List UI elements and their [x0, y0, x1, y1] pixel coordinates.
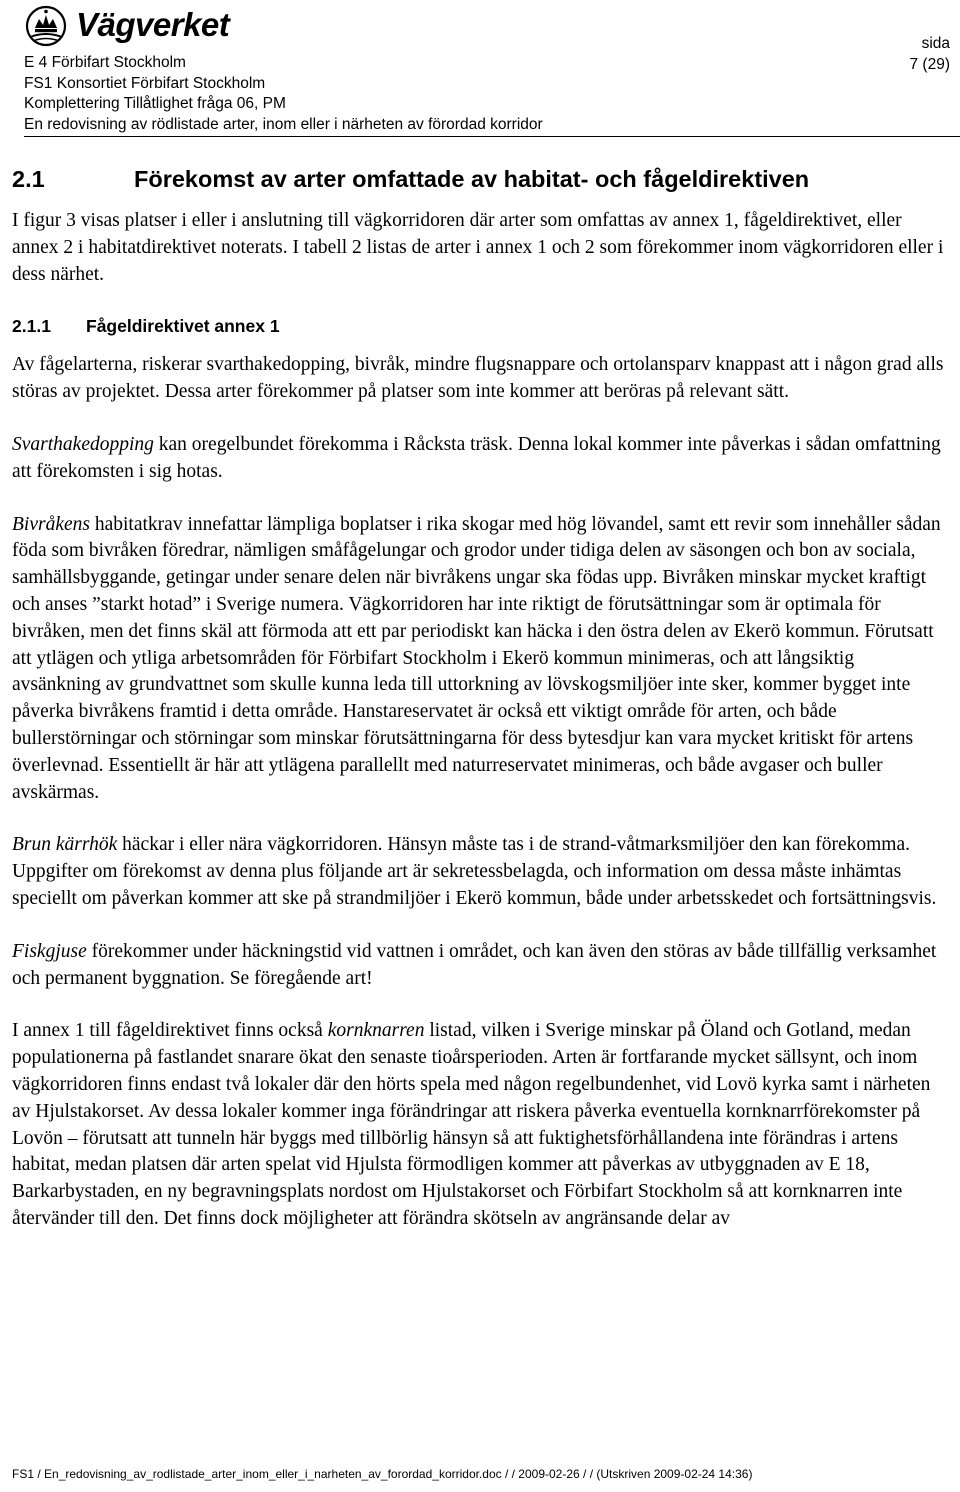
header-info: [24, 53, 543, 135]
species-name: Bivråkens: [12, 513, 90, 535]
paragraph-text: I annex 1 till fågeldirektivet finns också: [12, 1020, 328, 1042]
subsection-number: 2.1.1: [12, 316, 51, 337]
paragraph-text: förekommer under häckningstid vid vattnen i området, och kan även den störas av både tillfällig verksamhet och permanent byggnation. Se föregående art!: [12, 940, 937, 989]
brand-name: Vägverket: [76, 6, 230, 43]
species-name: Fiskgjuse: [12, 940, 87, 962]
paragraph-text: häckar i eller nära vägkorridoren. Hänsyn måste tas i de strand-våtmarksmiljöer den kan förekomma. Uppgifter om förekomst av denna plus följande art är sekretessbelagda, och information om dessa måste inhämtas speciellt om påverkan kommer att ske på strandmiljöer i Ekerö kommun, både under arbetsskedet och fortsättningsvis.: [12, 834, 937, 909]
consortium-name: FS1 Konsortiet Förbifart Stockholm: [24, 74, 266, 92]
paragraph-4: [12, 832, 944, 912]
document-type: Komplettering Tillåtlighet fråga 06, PM: [24, 95, 286, 112]
header-divider: [24, 136, 960, 137]
subsection-title: Fågeldirektivet annex 1: [86, 316, 280, 337]
vagverket-logo: [24, 2, 244, 50]
paragraph-6: [12, 1018, 944, 1232]
section-number: 2.1: [12, 166, 45, 192]
paragraph-2: [12, 432, 944, 486]
section-intro: I figur 3 visas platser i eller i anslutning till vägkorridoren där arter som omfattas av annex 1, fågeldirektivet, eller annex 2 i habitatdirektivet noterats. I tabell 2 listas de arter i annex 1 och 2 som förekommer inom vägkorridoren eller i dess närhet.: [12, 210, 944, 285]
section-heading: [12, 164, 944, 194]
project-name: E 4 Förbifart Stockholm: [24, 54, 186, 71]
paragraph-1: Av fågelarterna, riskerar svarthakedopping, bivråk, mindre flugsnappare och ortolansparv knappast att i någon grad alls störas av projektet. Dessa arter förekommer på platser som inte kommer att beröras på relevant sätt.: [12, 354, 944, 403]
subsection-heading: [12, 314, 944, 338]
page-label: sida: [921, 35, 950, 52]
species-name: Brun kärrhök: [12, 834, 118, 856]
crown-emblem-icon: [24, 4, 68, 48]
paragraph-5: [12, 939, 944, 993]
document-subject: En redovisning av rödlistade arter, inom eller i närheten av förordad korridor: [24, 115, 543, 133]
paragraph-text: kan oregelbundet förekomma i Råcksta träsk. Denna lokal kommer inte påverkas i sådan omfattning att förekomsten i sig hotas.: [12, 433, 941, 482]
species-name: Svarthakedopping: [12, 433, 154, 455]
page-indicator: [910, 34, 951, 75]
page-number: 7 (29): [909, 55, 950, 73]
document-body: [12, 164, 944, 1259]
document-footer: FS1 / En_redovisning_av_rodlistade_arter_inom_eller_i_narheten_av_forordad_korridor.doc / / 2009-02-26 / / (Utskriven 2009-02-24 14:36): [12, 1467, 753, 1481]
paragraph-text: habitatkrav innefattar lämpliga boplatser i rika skogar med hög lövandel, samt ett revir som innehåller sådan föda som bivråken föredrar, nämligen småfågelungar och grodor under tidiga delen av säsongen och bon av sociala, samhällsbyggande, getingar under senare delen när bivråkens ungar ska födas upp. Bivråken minskar mycket kraftigt och anses ”starkt hotad” i Sverige numera. Vägkorridoren har inte riktigt de förutsättningar som är optimala för bivråken, men det finns skäl att förmoda att ett par periodiskt kan häcka i den östra delen av Ekerö kommun. Förutsatt att ytlägen och ytliga arbetsområden för Förbifart Stockholm i Ekerö kommun minimeras, och att långsiktig avsänkning av grundvattnet som skulle kunna leda till uttorkning av lövskogsmiljöer inte sker, kommer bygget inte påverka bivråkens framtid i detta område. Hanstareservatet är också ett viktigt område för arten, och både bullerstörningar och störningar som minskar förutsättningarna för dess bytesdjur kan vara mycket kritiskt för artens överlevnad. Essentiellt är här att ytlägena parallellt med naturreservatet minimeras, och både avgaser och buller avskärmas.: [12, 513, 941, 803]
paragraph-text: listad, vilken i Sverige minskar på Öland och Gotland, medan populationerna på fastlandet snarare ökat den senaste tioårsperioden. Arten är fortfarande mycket sällsynt, och inom vägkorridoren finns endast två lokaler där den hörts spela med någon regelbundenhet, vid Lovö kyrka samt i närheten av Hjulstakorset. Av dessa lokaler kommer inga förändringar att riskera påverka eventuella kornknarrförekomster på Lovön – förutsatt att tunneln här byggs med tillbörlig hänsyn så att fuktighetsförhållandena inte förändras i artens habitat, medan platsen där arten spelat vid Hjulsta förmodligen kommer att påverkas av utbyggnaden av E 18, Barkarbystaden, en ny begravningsplats nordost om Hjulstakorset och Förbifart Stockholm så att kornknarren inte återvänder till den. Det finns dock möjligheter att förändra skötseln av angränsande delar av: [12, 1020, 931, 1229]
section-title: Förekomst av arter omfattade av habitat- och fågeldirektiven: [134, 166, 810, 192]
species-name: kornknarren: [327, 1020, 425, 1042]
document-header: [12, 0, 952, 140]
paragraph-3: [12, 512, 944, 807]
